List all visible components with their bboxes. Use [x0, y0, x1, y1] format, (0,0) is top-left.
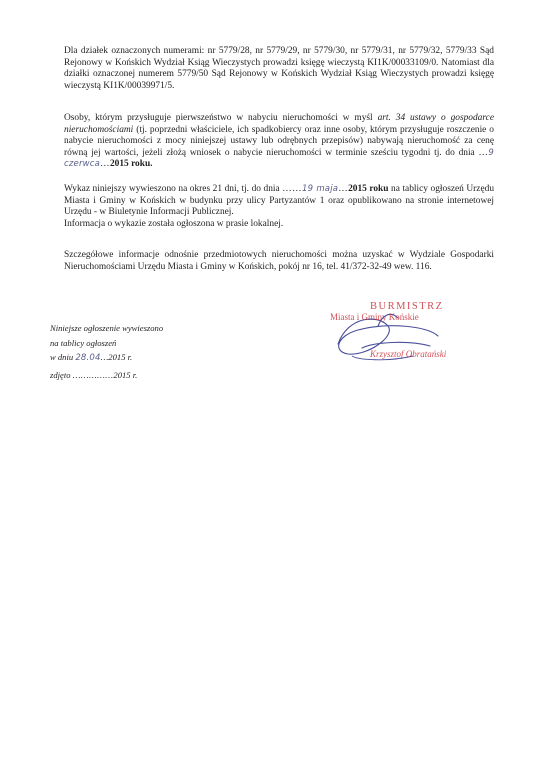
stamp-title: BURMISTRZ	[370, 301, 444, 312]
handwritten-posting-date: 19 maja	[301, 184, 339, 194]
date-suffix: …2015 r.	[100, 352, 133, 362]
stamp-name: Krzysztof Obratański	[370, 349, 447, 359]
posted-date-line	[50, 352, 220, 364]
removed-suffix: 2015 r.	[113, 370, 138, 380]
paragraph-contact-info	[64, 250, 494, 273]
press-info-line: Informacja o wykazie została ogłoszona w prasie lokalnej.	[64, 218, 284, 229]
paragraph-text: Szczegółowe informacje odnośnie przedmiotowych nieruchomości można uzyskać w Wydziale Gospodarki Nieruchomościami Urzędu Miasta i Gminy w Końskich, pokój nr 16, tel. 41/372-32-49 wew. 116.	[64, 250, 494, 272]
posted-board-line: na tablicy ogłoszeń	[50, 338, 117, 348]
removed-date-line	[50, 370, 220, 381]
dots: ……	[282, 184, 302, 194]
law-reference: art. 34 ustawy o gospodarce nieruchomościami	[64, 113, 494, 135]
handwritten-deadline-date: 9 czerwca	[64, 147, 494, 170]
posting-year: 2015 roku	[348, 184, 389, 194]
posted-note-line: Niniejsze ogłoszenie wywieszono	[50, 323, 164, 333]
dots: …	[100, 159, 110, 170]
dots: …	[478, 147, 489, 158]
deadline-year: 2015 roku.	[109, 159, 153, 170]
removed-prefix: zdjęto	[50, 370, 73, 380]
paragraph-text: Osoby, którym przysługuje pierwszeństwo w nabyciu nieruchomości w myśl	[64, 113, 378, 123]
stamp-office: Miasta i Gminy Końskie	[330, 312, 419, 322]
paragraph-text: na tablicy ogłoszeń Urzędu Miasta i Gminy w Końskich w budynku przy ulicy Partyzantów 1 oraz opublikowano na stronie internetowej Urzędu - w Biuletynie Informacji Publicznej.	[64, 184, 495, 218]
dots: …	[338, 184, 349, 194]
date-prefix: w dniu	[50, 352, 76, 362]
mayor-stamp	[318, 296, 468, 368]
paragraph-priority-purchase	[64, 113, 494, 171]
paragraph-text: (tj. poprzedni właściciele, ich spadkobiercy oraz inne osoby, którym przysługuje roszczenie o nabycie nieruchomości z mocy niniejszej ustawy lub odrębnych przepisów) nabywają nieruchomość za cenę równą jej wartości, jeżeli złożą wniosek o nabycie nieruchomości w terminie sześciu tygodni tj. do dnia	[64, 124, 494, 158]
paragraph-posting-period	[64, 184, 494, 230]
paragraph-text: Dla działek oznaczonych numerami: nr 5779/28, nr 5779/29, nr 5779/30, nr 5779/31, nr 5779/32, 5779/33 Sąd Rejonowy w Końskich Wydział Ksiąg Wieczystych prowadzi księgę wieczystą KI1K/00033109/0. Natomiast dla działki oznaczonej numerem 5779/50 Sąd Rejonowy w Końskich Wydział Ksiąg Wieczystych prowadzi księgę wieczystą KI1K/00039971/5.	[64, 46, 494, 91]
handwritten-posted-date: 28.04	[75, 353, 101, 363]
paragraph-land-registry	[64, 46, 494, 92]
dots: ……………	[72, 370, 114, 380]
paragraph-text: Wykaz niniejszy wywieszono na okres 21 dni, tj. do dnia	[64, 184, 283, 194]
